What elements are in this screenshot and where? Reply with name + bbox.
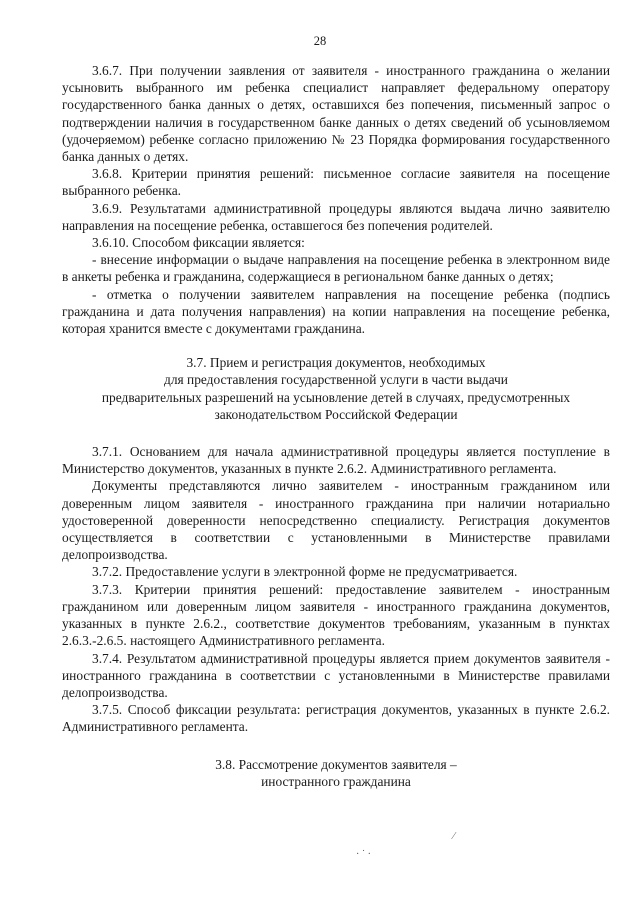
- paragraph-3-7-4: 3.7.4. Результатом административной процедуры является прием документов заявителя - иностранного гражданина в соответствии с установленными в Министерстве правилами делопроизводства.: [62, 650, 610, 700]
- paragraph-3-7-5: 3.7.5. Способ фиксации результата: регистрация документов, указанных в пункте 2.6.2. Административного регламента.: [62, 702, 610, 735]
- list-item-electronic-entry: - внесение информации о выдаче направления на посещение ребенка в электронном виде в анкеты ребенка и гражданина, содержащиеся в региональном банке данных о детях;: [62, 252, 610, 285]
- heading-line: 3.8. Рассмотрение документов заявителя –: [215, 756, 457, 772]
- heading-line: законодательством Российской Федерации: [214, 406, 458, 422]
- heading-line: 3.7. Прием и регистрация документов, необходимых: [186, 355, 486, 371]
- paragraph-3-7-3: 3.7.3. Критерии принятия решений: предоставление заявителем - иностранным гражданином или доверенным лицом заявителя - иностранного гражданина документов, указанных в пункте 2.6.2., соответствие документов требованиям, указанным в пунктах 2.6.3.-2.6.5. настоящего Административного регламента.: [62, 581, 610, 649]
- paragraph-3-6-7: 3.6.7. При получении заявления от заявителя - иностранного гражданина о желании усыновить выбранного им ребенка специалист направляет федеральному оператору государственного банка данных о детях, оставшихся без попечения, письменный запрос о подтверждении наличия в государственном банке данных о детях сведений об усыновляемом (удочеряемом) ребенке согласно приложению № 23 Порядка формирования государственного банка данных о детях.: [62, 63, 610, 165]
- heading-line: предварительных разрешений на усыновление детей в случаях, предусмотренных: [101, 389, 571, 405]
- section-heading-3-7: [62, 354, 610, 423]
- paragraph-documents-submission: Документы представляются лично заявителем - иностранным гражданином или доверенным лицом заявителя - иностранного гражданина при наличии нотариально удостоверенной доверенности непосредственно специалисту. Регистрация документов осуществляется в соответствии с установленными в Министерстве правилами делопроизводства.: [62, 478, 610, 563]
- paragraph-3-6-9: 3.6.9. Результатами административной процедуры являются выдача лично заявителю направления на посещение ребенка, оставшегося без попечения родителей.: [62, 200, 610, 233]
- scan-artifact: ⁄: [453, 831, 455, 842]
- paragraph-3-7-1: 3.7.1. Основанием для начала административной процедуры является поступление в Министерство документов, указанных в пункте 2.6.2. Административного регламента.: [62, 444, 610, 477]
- section-heading-3-8: [62, 756, 610, 790]
- paragraph-3-7-2: 3.7.2. Предоставление услуги в электронной форме не предусматривается.: [92, 564, 518, 580]
- paragraph-3-6-8: 3.6.8. Критерии принятия решений: письменное согласие заявителя на посещение выбранного ребенка.: [62, 166, 610, 199]
- page-number: 28: [313, 34, 327, 48]
- list-item-receipt-mark: - отметка о получении заявителем направления на посещение ребенка (подпись гражданина и дата получения направления) на копии направления на посещение ребенка, которая хранится вместе с документами гражданина.: [62, 286, 610, 337]
- heading-line: иностранного гражданина: [261, 773, 411, 789]
- heading-line: для предоставления государственной услуги в части выдачи: [164, 372, 508, 388]
- paragraph-3-6-10: 3.6.10. Способом фиксации является:: [92, 235, 305, 251]
- scan-artifact: · ˙ ·: [356, 849, 371, 860]
- document-body: [62, 62, 610, 790]
